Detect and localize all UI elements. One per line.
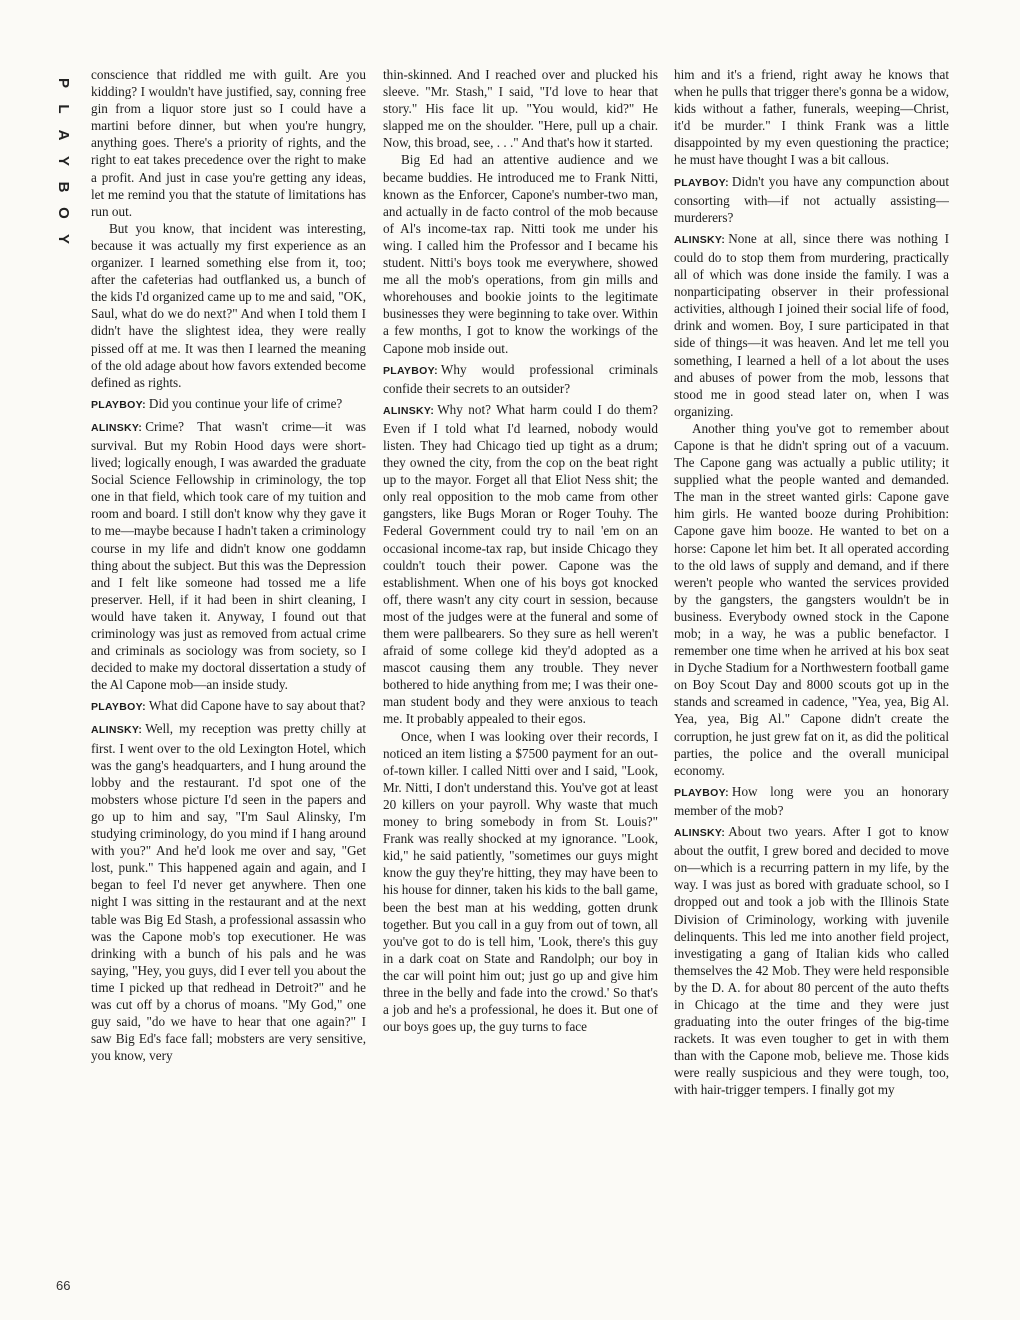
speaker-label: PLAYBOY: — [383, 364, 438, 377]
paragraph-text: Crime? That wasn't crime—it was survival. But my Robin Hood days were short-lived; logically enough, I was awarded the graduate Social Science Fellowship in criminology, the top one in that field, which took care of my tuition and room and board. I still don't know why they gave it to me—maybe because I hadn't taken a criminology course in my life and didn't know one goddamn thing about the subject. But this was the Depression and I felt like someone had tossed me a life preserver. Hell, if it had been in shirt cleaning, I would have taken it. Anyway, I found out that criminology was just as removed from actual crime and criminals as sociology was from society, so I decided to make my doctoral dissertation a study of the Al Capone mob—an inside study. — [91, 418, 366, 693]
speaker-label: ALINSKY: — [674, 827, 726, 840]
masthead-letter: O — [55, 207, 72, 219]
paragraph-text: Did you continue your life of crime? — [148, 395, 343, 411]
text-column-3 — [674, 66, 949, 1298]
speaker-label: ALINSKY: — [674, 233, 726, 246]
masthead-letter: B — [55, 181, 72, 193]
masthead-letter: Y — [55, 233, 72, 244]
paragraph-text: Once, when I was looking over their records, I noticed an item listing a $7500 payment for an out-of-town killer. I called Nitti over and I said, "Look, Mr. Nitti, I don't understand this. You've got at least 20 killers on your payroll. Why waste that much money to bring somebody in from St. Louis?" Frank was really shocked at my ignorance. "Look, kid," he said patiently, "sometimes our guys might know the guy they're hitting, they may have been to his house for dinner, taken his kids to the ball game, been the best man at his wedding, gotten drunk together. But you call in a guy from out of town, all you've got to do is tell him, 'Look, there's this guy in a dark coat on State and Randolph; our boy in the car will point him out; just go up and give him three in the belly and fade into the crowd.' So that's a job and he's a professional, he does it. But one of our boys goes up, the guy turns to face — [383, 728, 658, 1035]
paragraph-text: Big Ed had an attentive audience and we became buddies. He introduced me to Frank Nitti, known as the Enforcer, Capone's number-two man, and actually in de facto control of the mob because of Al's income-tax rap. Nitti took me under his wing. I called him the Professor and I became his student. Nitti's boys took me everywhere, showed me all the mob's operations, from gin mills and whorehouses and bookie joints to the legitimate businesses they were beginning to take over. Within a few months, I got to know the workings of the Capone mob inside out. — [383, 152, 658, 356]
paragraph-text: Why would professional criminals confide their secrets to an outsider? — [383, 361, 658, 396]
article-paragraph — [674, 420, 949, 779]
paragraph-text: About two years. After I got to know about the outfit, I grew bored and decided to move on—which is a recurring pattern in my life, by the way. I was just as bored with graduate school, so I dropped out and took a job with the Illinois State Division of Criminology, working with juvenile delinquents. This led me into another field project, investigating a gang of Italian kids who called themselves the 42 Mob. They were held responsible by the D. A. for about 80 percent of the auto thefts in Chicago at the time and they were just graduating into the outer fringes of the big-time rackets. It was even tougher to get in with them than with the Capone mob, believe me. Those kids were really suspicious and they were tough, too, with hair-trigger tempers. I finally got my — [674, 824, 949, 1098]
article-paragraph — [674, 783, 949, 819]
article-paragraph — [91, 395, 366, 414]
paragraph-text: But you know, that incident was interesting, because it was actually my first experience as an organizer. I learned something else from it, too; after the cafeterias had outflanked us, a bunch of the kids I'd organized came up to me and said, "OK, Saul, what do we do next?" And when I told them I didn't have the slightest idea, they were really pissed off at me. It was then I learned the meaning of the old adage about how favors extended become defined as rights. — [91, 220, 366, 390]
text-column-1 — [91, 66, 366, 1298]
speaker-label: PLAYBOY: — [91, 398, 146, 411]
paragraph-text: How long were you an honorary member of the mob? — [674, 783, 949, 818]
speaker-label: ALINSKY: — [91, 724, 143, 737]
article-paragraph — [91, 720, 366, 1064]
article-paragraph — [91, 220, 366, 391]
paragraph-text: None at all, since there was nothing I could do to stop them from murdering, practically all of which was done inside the family. I was a nonparticipating observer in their professional activities, although I joined their social life of food, drink and women. Boy, I sure participated in that side of things—it was heaven. And let me tell you something, I learned a hell of a lot about the uses and abuses of power from the mob, lessons that stood me in good stead later on, when I was organizing. — [674, 230, 949, 419]
paragraph-text: Didn't you have any compunction about consorting with—if not actually assisting—murderers? — [674, 173, 949, 225]
article-paragraph — [383, 361, 658, 397]
text-column-2 — [383, 66, 658, 1298]
article-paragraph — [674, 823, 949, 1099]
playboy-masthead — [55, 70, 71, 252]
article-paragraph — [674, 173, 949, 226]
article-paragraph — [674, 66, 949, 169]
masthead-letter: Y — [55, 155, 72, 166]
article-paragraph — [383, 401, 658, 728]
speaker-label: PLAYBOY: — [674, 176, 729, 189]
masthead-letter: A — [55, 129, 72, 141]
paragraph-text: What did Capone have to say about that? — [148, 698, 366, 714]
speaker-label: PLAYBOY: — [91, 701, 146, 714]
article-paragraph — [91, 697, 366, 716]
paragraph-text: conscience that riddled me with guilt. Are you kidding? I wouldn't have justified, say, conning free gin from a liquor store just so I could have a martini before dinner, but when you're hungry, anything goes. There's a priority of rights, and the right to eat takes precedence over the right to make a profit. And just in case you're getting any ideas, let me remind you that the statute of limitations has run out. — [91, 67, 366, 219]
speaker-label: ALINSKY: — [91, 421, 143, 434]
paragraph-text: Well, my reception was pretty chilly at first. I went over to the old Lexington Hotel, which was the gang's headquarters, and I hung around the lobby and the restaurant. I'd spot one of the mobsters whose picture I'd seen in the papers and go up to him and say, "I'm Saul Alinsky, I'm studying criminology, do you mind if I hang around with you?" And he'd look me over and say, "Get lost, punk." This happened again and again, and I began to feel I'd never get anywhere. Then one night I was sitting in the restaurant and at the next table was Big Ed Stash, a professional assassin who was the Capone mob's top executioner. He was drinking with a bunch of his pals and he was saying, "Hey, you guys, did I ever tell you about the time I picked up that redhead in Detroit?" and he was cut off by a chorus of moans. "My God," one guy said, "do we have to hear that one again?" I saw Big Ed's face fall; mobsters are very sensitive, you know, very — [91, 721, 366, 1064]
speaker-label: ALINSKY: — [383, 404, 435, 417]
article-paragraph — [91, 418, 366, 694]
article-paragraph — [383, 66, 658, 151]
article-paragraph — [91, 66, 366, 220]
page-number: 66 — [56, 1278, 71, 1293]
paragraph-text: him and it's a friend, right away he knows that when he pulls that trigger there's gonna be a widow, kids without a father, funerals, weeping—Christ, it'd be murder." I think Frank was a little disappointed by my even questioning the practice; he must have thought I was a bit callous. — [674, 67, 949, 168]
article-paragraph — [674, 230, 949, 420]
masthead-letter: L — [55, 104, 72, 114]
masthead-letter: P — [55, 77, 72, 88]
paragraph-text: Another thing you've got to remember about Capone is that he didn't spring out of a vacuum. The Capone gang was actually a public utility; it supplied what the people wanted and demanded. The man in the street wanted girls: Capone gave him girls. He wanted booze during Prohibition: Capone gave him booze. He wanted to bet on a horse: Capone let him bet. It all operated according to the old laws of supply and demand, and if there weren't people who wanted the services provided by the gangsters, the gangsters wouldn't be in business. Everybody owned stock in the Capone mob; in a way, he was a public benefactor. I remember one time when he arrived at his box seat in Dyche Stadium for a Northwestern football game on Boy Scout Day and 8000 scouts got up in the stands and screamed in cadence, "Yea, yea, Big Al. Yea, yea, Big Al." Capone didn't create the corruption, he just grew fat on it, as did the political parties, the police and the overall municipal economy. — [674, 420, 949, 778]
speaker-label: PLAYBOY: — [674, 786, 729, 799]
paragraph-text: Why not? What harm could I do them? Even if I told what I'd learned, nobody would listen. They had Chicago tied up tight as a drum; they owned the city, from the cop on the beat right up to the mayor. Forget all that Eliot Ness shit; the only real opposition to the mob came from other gangsters, like Bugs Moran or Roger Touhy. The Federal Government could try to nail 'em on an occasional income-tax rap, but inside Chicago they couldn't touch their power. Capone was the establishment. When one of his boys got knocked off, there wasn't any city court in session, because most of the judges were at the funeral and some of them were pallbearers. So they sure as hell weren't afraid of some college kid they'd adopted as a mascot causing them any trouble. They never bothered to hide anything from me; I was their one-man student body and they were anxious to teach me. It probably appealed to their egos. — [383, 401, 658, 727]
paragraph-text: thin-skinned. And I reached over and plucked his sleeve. "Mr. Stash," I said, "I'd love to hear that story." His face lit up. "You would, kid?" He slapped me on the shoulder. "Here, pull up a chair. Now, this broad, see, . . ." And that's how it started. — [383, 67, 658, 151]
article-paragraph — [383, 151, 658, 356]
article-paragraph — [383, 728, 658, 1036]
